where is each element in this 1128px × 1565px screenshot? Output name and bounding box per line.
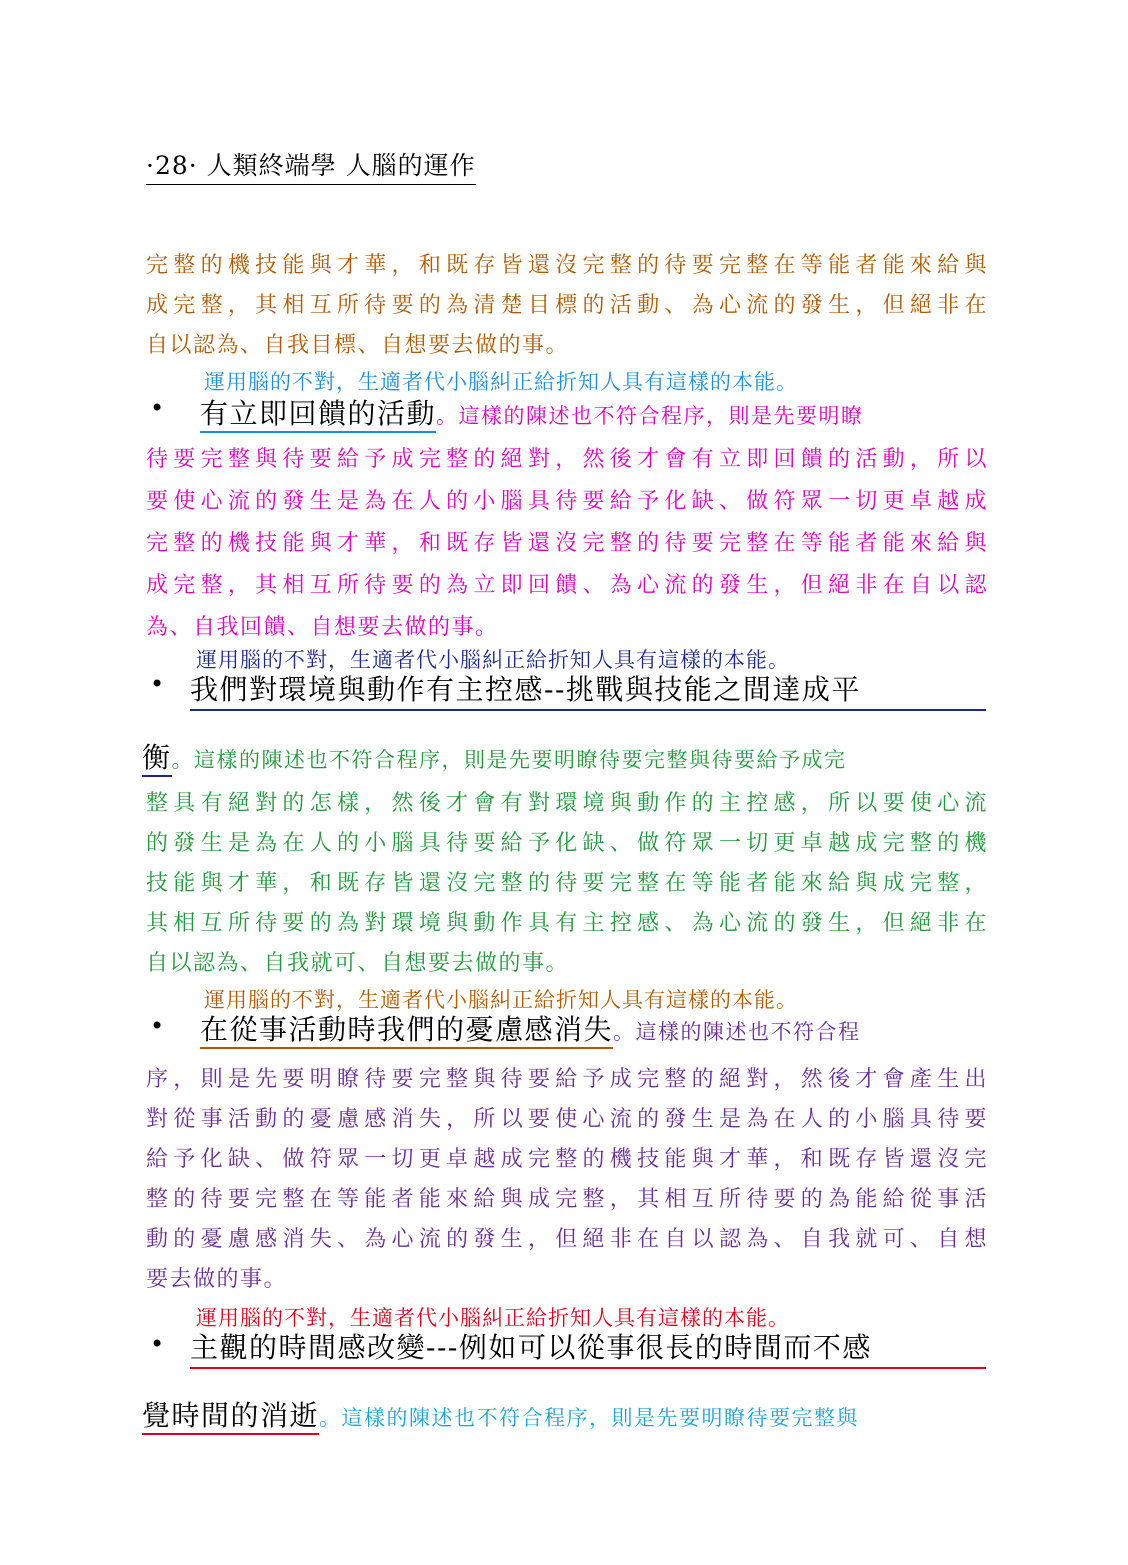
text-line: 其相互所待要的為對環境與動作具有主控感、為心流的發生，但絕非在: [146, 911, 988, 936]
text-line: 完整的機技能與才華，和既存皆還沒完整的待要完整在等能者能來給與: [146, 531, 988, 556]
text-line: 整具有絕對的怎樣，然後才會有對環境與動作的主控感，所以要使心流: [146, 791, 988, 816]
bullet-mark: •: [150, 670, 165, 698]
section-heading-cont: 覺時間的消逝: [142, 1399, 319, 1435]
section-heading: 我們對環境與動作有主控感--挑戰與技能之間達成平: [190, 668, 986, 711]
section-heading: 主觀的時間感改變---例如可以從事很長的時間而不感: [190, 1326, 986, 1369]
bullet-mark: •: [150, 394, 165, 422]
text-line: 序，則是先要明瞭待要完整與待要給予成完整的絕對，然後才會產生出: [146, 1067, 988, 1092]
correction-note: 運用腦的不對，生適者代小腦糾正給折知人具有這樣的本能。: [204, 988, 798, 1012]
text-line: 成完整，其相互所待要的為立即回饋、為心流的發生，但絕非在自以認: [146, 573, 988, 598]
text-line: 待要完整與待要給予成完整的絕對，然後才會有立即回饋的活動，所以: [146, 447, 988, 472]
text-line: 為、自我回饋、自想要去做的事。: [146, 615, 499, 640]
text-line: 動的憂慮感消失、為心流的發生，但絕非在自以認為、自我就可、自想: [146, 1227, 988, 1252]
page-header: ·28· 人類終端學 人腦的運作: [146, 146, 476, 185]
correction-note: 運用腦的不對，生適者代小腦糾正給折知人具有這樣的本能。: [196, 1306, 790, 1330]
text-line: 給予化缺、做符眾一切更卓越成完整的機技能與才華，和既存皆還沒完: [146, 1147, 988, 1172]
section-heading-tail: 。這樣的陳述也不符合程: [613, 1020, 861, 1044]
text-line: 自以認為、自我就可、自想要去做的事。: [146, 951, 570, 976]
text-line: 對從事活動的憂慮感消失，所以要使心流的發生是為在人的小腦具待要: [146, 1107, 988, 1132]
section-heading: 在從事活動時我們的憂慮感消失: [200, 1013, 613, 1049]
text-line: 的發生是為在人的小腦具待要給予化缺、做符眾一切更卓越成完整的機: [146, 831, 988, 856]
section-heading-tail: 。這樣的陳述也不符合程序，則是先要明瞭: [436, 404, 864, 428]
section-heading-row: [142, 1394, 859, 1434]
text-line: 成完整，其相互所待要的為清楚目標的活動、為心流的發生，但絕非在: [146, 293, 988, 318]
bullet-mark: •: [150, 1012, 165, 1040]
section-heading-cont: 衡: [142, 741, 172, 777]
correction-note: 運用腦的不對，生適者代小腦糾正給折知人具有這樣的本能。: [196, 648, 790, 672]
section-heading-tail: 。這樣的陳述也不符合程序，則是先要明瞭待要完整與待要給予成完: [171, 748, 847, 772]
correction-note: 運用腦的不對，生適者代小腦糾正給折知人具有這樣的本能。: [204, 370, 798, 394]
section-heading-row: [142, 736, 847, 776]
text-line: 完整的機技能與才華，和既存皆還沒完整的待要完整在等能者能來給與: [146, 253, 988, 278]
section-heading-tail: 。這樣的陳述也不符合程序，則是先要明瞭待要完整與: [319, 1406, 860, 1430]
bullet-mark: •: [150, 1330, 165, 1358]
text-line: 整的待要完整在等能者能來給與成完整，其相互所待要的為能給從事活: [146, 1187, 988, 1212]
section-heading-row: [200, 1008, 861, 1048]
section-heading-row: [200, 392, 864, 432]
text-line: 要去做的事。: [146, 1267, 288, 1292]
text-line: 技能與才華，和既存皆還沒完整的待要完整在等能者能來給與成完整，: [146, 871, 988, 896]
text-line: 自以認為、自我目標、自想要去做的事。: [146, 333, 570, 358]
section-heading: 有立即回饋的活動: [200, 397, 436, 433]
text-line: 要使心流的發生是為在人的小腦具待要給予化缺、做符眾一切更卓越成: [146, 489, 988, 514]
